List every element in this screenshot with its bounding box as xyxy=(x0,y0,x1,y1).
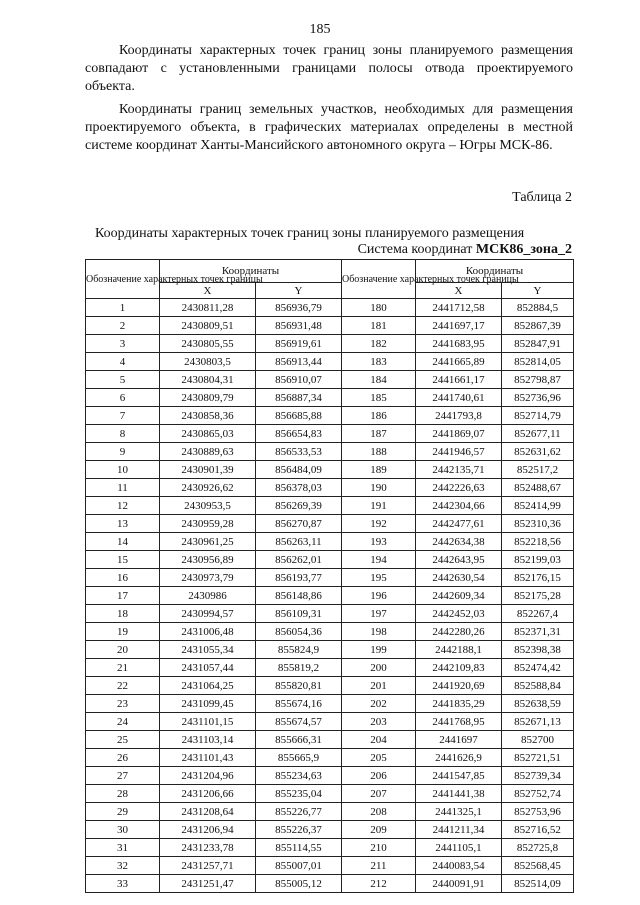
cell-y-right: 852847,91 xyxy=(502,335,574,353)
table-row xyxy=(86,461,574,479)
table-row xyxy=(86,731,574,749)
cell-y-left: 855226,37 xyxy=(256,821,342,839)
cell-point-left: 27 xyxy=(86,767,160,785)
cell-point-right: 187 xyxy=(342,425,416,443)
coordinate-system-prefix: Система координат xyxy=(357,242,473,257)
cell-point-right: 210 xyxy=(342,839,416,857)
cell-point-right: 192 xyxy=(342,515,416,533)
cell-point-right: 189 xyxy=(342,461,416,479)
cell-point-left: 11 xyxy=(86,479,160,497)
cell-point-left: 4 xyxy=(86,353,160,371)
cell-point-right: 183 xyxy=(342,353,416,371)
cell-x-left: 2431101,43 xyxy=(160,749,256,767)
cell-y-right: 852199,03 xyxy=(502,551,574,569)
cell-point-right: 181 xyxy=(342,317,416,335)
cell-x-right: 2441547,85 xyxy=(416,767,502,785)
cell-x-left: 2431257,71 xyxy=(160,857,256,875)
table-row xyxy=(86,749,574,767)
table-row xyxy=(86,371,574,389)
cell-point-left: 15 xyxy=(86,551,160,569)
cell-y-left: 856685,88 xyxy=(256,407,342,425)
cell-point-left: 10 xyxy=(86,461,160,479)
cell-point-left: 7 xyxy=(86,407,160,425)
cell-point-right: 212 xyxy=(342,875,416,893)
cell-point-left: 28 xyxy=(86,785,160,803)
table-body xyxy=(86,299,574,893)
header-y-left: Y xyxy=(256,283,342,299)
cell-point-right: 193 xyxy=(342,533,416,551)
cell-x-right: 2441697,17 xyxy=(416,317,502,335)
table-title: Координаты характерных точек границ зоны планируемого размещения xyxy=(95,226,525,241)
cell-x-left: 2431206,94 xyxy=(160,821,256,839)
table-row xyxy=(86,569,574,587)
table-row xyxy=(86,785,574,803)
cell-y-left: 856269,39 xyxy=(256,497,342,515)
cell-y-left: 855007,01 xyxy=(256,857,342,875)
cell-point-left: 20 xyxy=(86,641,160,659)
cell-x-left: 2430986 xyxy=(160,587,256,605)
cell-y-left: 855234,63 xyxy=(256,767,342,785)
cell-y-right: 852398,38 xyxy=(502,641,574,659)
cell-y-right: 852310,36 xyxy=(502,515,574,533)
table-row xyxy=(86,839,574,857)
cell-x-right: 2441105,1 xyxy=(416,839,502,857)
cell-x-left: 2430803,5 xyxy=(160,353,256,371)
cell-y-right: 852414,99 xyxy=(502,497,574,515)
cell-point-right: 198 xyxy=(342,623,416,641)
cell-x-right: 2441920,69 xyxy=(416,677,502,695)
cell-x-right: 2441768,95 xyxy=(416,713,502,731)
cell-point-left: 32 xyxy=(86,857,160,875)
cell-x-right: 2442630,54 xyxy=(416,569,502,587)
cell-point-left: 14 xyxy=(86,533,160,551)
cell-x-left: 2431057,44 xyxy=(160,659,256,677)
cell-point-left: 16 xyxy=(86,569,160,587)
cell-x-right: 2441626,9 xyxy=(416,749,502,767)
table-row xyxy=(86,317,574,335)
table-row xyxy=(86,479,574,497)
cell-point-right: 195 xyxy=(342,569,416,587)
cell-x-left: 2430889,63 xyxy=(160,443,256,461)
cell-x-left: 2431208,64 xyxy=(160,803,256,821)
table-row xyxy=(86,425,574,443)
header-point-label-right: Обозначение характерных точек границы xyxy=(342,260,416,299)
cell-x-right: 2441683,95 xyxy=(416,335,502,353)
cell-point-left: 22 xyxy=(86,677,160,695)
table-row xyxy=(86,677,574,695)
table-row xyxy=(86,767,574,785)
table-row xyxy=(86,353,574,371)
cell-x-left: 2430973,79 xyxy=(160,569,256,587)
cell-y-right: 852714,79 xyxy=(502,407,574,425)
cell-y-left: 855824,9 xyxy=(256,641,342,659)
cell-point-right: 190 xyxy=(342,479,416,497)
cell-y-left: 856263,11 xyxy=(256,533,342,551)
header-x-right: X xyxy=(416,283,502,299)
cell-x-right: 2442109,83 xyxy=(416,659,502,677)
cell-y-right: 852721,51 xyxy=(502,749,574,767)
cell-point-left: 17 xyxy=(86,587,160,605)
cell-y-left: 856910,07 xyxy=(256,371,342,389)
cell-y-left: 855114,55 xyxy=(256,839,342,857)
cell-point-left: 26 xyxy=(86,749,160,767)
header-x-left: X xyxy=(160,283,256,299)
cell-y-right: 852514,09 xyxy=(502,875,574,893)
cell-y-right: 852700 xyxy=(502,731,574,749)
cell-x-left: 2430865,03 xyxy=(160,425,256,443)
table-row xyxy=(86,335,574,353)
cell-point-right: 197 xyxy=(342,605,416,623)
cell-y-right: 852739,34 xyxy=(502,767,574,785)
table-row xyxy=(86,875,574,893)
table-row xyxy=(86,551,574,569)
cell-y-left: 856913,44 xyxy=(256,353,342,371)
cell-y-left: 855674,57 xyxy=(256,713,342,731)
cell-x-left: 2430809,51 xyxy=(160,317,256,335)
cell-y-right: 852736,96 xyxy=(502,389,574,407)
cell-point-right: 185 xyxy=(342,389,416,407)
cell-point-right: 200 xyxy=(342,659,416,677)
cell-y-right: 852568,45 xyxy=(502,857,574,875)
cell-x-left: 2431233,78 xyxy=(160,839,256,857)
cell-x-right: 2442135,71 xyxy=(416,461,502,479)
cell-point-right: 209 xyxy=(342,821,416,839)
cell-y-left: 856919,61 xyxy=(256,335,342,353)
page-number: 185 xyxy=(309,22,331,37)
cell-x-left: 2431064,25 xyxy=(160,677,256,695)
table-row xyxy=(86,857,574,875)
cell-point-right: 202 xyxy=(342,695,416,713)
cell-x-left: 2430994,57 xyxy=(160,605,256,623)
cell-x-right: 2442452,03 xyxy=(416,605,502,623)
cell-point-left: 9 xyxy=(86,443,160,461)
cell-x-right: 2442304,66 xyxy=(416,497,502,515)
cell-x-right: 2442477,61 xyxy=(416,515,502,533)
cell-point-right: 186 xyxy=(342,407,416,425)
cell-y-right: 852175,28 xyxy=(502,587,574,605)
cell-y-right: 852814,05 xyxy=(502,353,574,371)
cell-point-left: 30 xyxy=(86,821,160,839)
cell-y-left: 856262,01 xyxy=(256,551,342,569)
cell-point-right: 203 xyxy=(342,713,416,731)
cell-y-left: 856270,87 xyxy=(256,515,342,533)
cell-point-right: 188 xyxy=(342,443,416,461)
table-row xyxy=(86,389,574,407)
cell-point-right: 184 xyxy=(342,371,416,389)
cell-y-right: 852218,56 xyxy=(502,533,574,551)
cell-y-left: 856054,36 xyxy=(256,623,342,641)
cell-point-right: 180 xyxy=(342,299,416,317)
cell-point-left: 5 xyxy=(86,371,160,389)
cell-y-left: 855005,12 xyxy=(256,875,342,893)
cell-x-left: 2431204,96 xyxy=(160,767,256,785)
cell-x-left: 2431103,14 xyxy=(160,731,256,749)
cell-point-right: 196 xyxy=(342,587,416,605)
cell-x-left: 2430805,55 xyxy=(160,335,256,353)
cell-point-right: 208 xyxy=(342,803,416,821)
cell-y-left: 855666,31 xyxy=(256,731,342,749)
cell-y-left: 856654,83 xyxy=(256,425,342,443)
cell-x-right: 2441869,07 xyxy=(416,425,502,443)
cell-x-right: 2441697 xyxy=(416,731,502,749)
cell-x-right: 2441835,29 xyxy=(416,695,502,713)
cell-x-right: 2442609,34 xyxy=(416,587,502,605)
paragraph-2: Координаты границ земельных участков, необходимых для размещения проектируемого объекта, в графических материалах определены в местной системе координат Ханты-Мансийского автономного округа – Югры МСК-86. xyxy=(85,102,573,153)
table-row xyxy=(86,605,574,623)
cell-point-right: 211 xyxy=(342,857,416,875)
header-coordinates-left: Координаты xyxy=(160,260,342,283)
cell-x-left: 2431251,47 xyxy=(160,875,256,893)
cell-y-left: 855820,81 xyxy=(256,677,342,695)
cell-point-right: 199 xyxy=(342,641,416,659)
cell-y-left: 856887,34 xyxy=(256,389,342,407)
cell-y-left: 856484,09 xyxy=(256,461,342,479)
cell-y-right: 852371,31 xyxy=(502,623,574,641)
table-row xyxy=(86,803,574,821)
cell-y-right: 852725,8 xyxy=(502,839,574,857)
cell-y-left: 856533,53 xyxy=(256,443,342,461)
cell-x-left: 2430811,28 xyxy=(160,299,256,317)
cell-point-left: 12 xyxy=(86,497,160,515)
cell-y-left: 855674,16 xyxy=(256,695,342,713)
cell-x-right: 2441740,61 xyxy=(416,389,502,407)
cell-y-left: 856936,79 xyxy=(256,299,342,317)
table-row xyxy=(86,587,574,605)
cell-x-left: 2430804,31 xyxy=(160,371,256,389)
table-row xyxy=(86,713,574,731)
table-row xyxy=(86,407,574,425)
cell-y-right: 852884,5 xyxy=(502,299,574,317)
table-row xyxy=(86,515,574,533)
table-row xyxy=(86,299,574,317)
cell-point-right: 205 xyxy=(342,749,416,767)
table-row xyxy=(86,443,574,461)
cell-point-right: 194 xyxy=(342,551,416,569)
cell-point-left: 31 xyxy=(86,839,160,857)
cell-y-left: 856193,77 xyxy=(256,569,342,587)
cell-x-right: 2442634,38 xyxy=(416,533,502,551)
cell-point-right: 182 xyxy=(342,335,416,353)
cell-x-right: 2442280,26 xyxy=(416,623,502,641)
cell-y-left: 856148,86 xyxy=(256,587,342,605)
cell-y-right: 852638,59 xyxy=(502,695,574,713)
cell-y-right: 852488,67 xyxy=(502,479,574,497)
cell-y-left: 855665,9 xyxy=(256,749,342,767)
cell-x-right: 2440091,91 xyxy=(416,875,502,893)
cell-y-left: 856378,03 xyxy=(256,479,342,497)
cell-y-right: 852752,74 xyxy=(502,785,574,803)
cell-y-left: 855819,2 xyxy=(256,659,342,677)
cell-point-right: 206 xyxy=(342,767,416,785)
cell-x-right: 2441661,17 xyxy=(416,371,502,389)
coordinate-system-label xyxy=(358,242,572,258)
cell-x-right: 2442643,95 xyxy=(416,551,502,569)
table-row xyxy=(86,497,574,515)
cell-point-right: 191 xyxy=(342,497,416,515)
cell-point-left: 29 xyxy=(86,803,160,821)
table-row xyxy=(86,659,574,677)
cell-point-left: 8 xyxy=(86,425,160,443)
cell-point-left: 18 xyxy=(86,605,160,623)
cell-x-left: 2431055,34 xyxy=(160,641,256,659)
cell-point-left: 13 xyxy=(86,515,160,533)
cell-x-right: 2442226,63 xyxy=(416,479,502,497)
cell-point-left: 3 xyxy=(86,335,160,353)
table-caption: Таблица 2 xyxy=(512,190,572,205)
cell-y-right: 852671,13 xyxy=(502,713,574,731)
cell-point-left: 33 xyxy=(86,875,160,893)
cell-y-right: 852631,62 xyxy=(502,443,574,461)
cell-point-left: 23 xyxy=(86,695,160,713)
cell-x-left: 2430858,36 xyxy=(160,407,256,425)
cell-point-left: 1 xyxy=(86,299,160,317)
cell-x-left: 2430956,89 xyxy=(160,551,256,569)
cell-x-right: 2441211,34 xyxy=(416,821,502,839)
cell-x-left: 2430959,28 xyxy=(160,515,256,533)
table-row xyxy=(86,821,574,839)
cell-point-right: 207 xyxy=(342,785,416,803)
cell-point-left: 19 xyxy=(86,623,160,641)
cell-y-right: 852867,39 xyxy=(502,317,574,335)
cell-y-left: 856931,48 xyxy=(256,317,342,335)
cell-x-left: 2430961,25 xyxy=(160,533,256,551)
header-y-right: Y xyxy=(502,283,574,299)
cell-point-left: 25 xyxy=(86,731,160,749)
cell-x-right: 2441665,89 xyxy=(416,353,502,371)
header-point-label-left: Обозначение характерных точек границы xyxy=(86,260,160,299)
cell-y-left: 855226,77 xyxy=(256,803,342,821)
paragraph-1: Координаты характерных точек границ зоны планируемого размещения совпадают с установленными границами полосы отвода проектируемого объекта. xyxy=(85,43,573,94)
cell-y-left: 856109,31 xyxy=(256,605,342,623)
cell-y-right: 852267,4 xyxy=(502,605,574,623)
table-row xyxy=(86,533,574,551)
cell-x-left: 2430926,62 xyxy=(160,479,256,497)
cell-x-left: 2430901,39 xyxy=(160,461,256,479)
cell-x-right: 2442188,1 xyxy=(416,641,502,659)
cell-point-left: 24 xyxy=(86,713,160,731)
cell-x-right: 2441325,1 xyxy=(416,803,502,821)
coordinate-system-name: МСК86_зона_2 xyxy=(475,242,572,257)
cell-y-right: 852677,11 xyxy=(502,425,574,443)
cell-y-right: 852588,84 xyxy=(502,677,574,695)
cell-x-left: 2431099,45 xyxy=(160,695,256,713)
cell-x-right: 2440083,54 xyxy=(416,857,502,875)
table-row xyxy=(86,623,574,641)
cell-x-right: 2441441,38 xyxy=(416,785,502,803)
cell-y-right: 852798,87 xyxy=(502,371,574,389)
cell-y-right: 852176,15 xyxy=(502,569,574,587)
cell-y-right: 852716,52 xyxy=(502,821,574,839)
cell-point-right: 204 xyxy=(342,731,416,749)
cell-x-right: 2441793,8 xyxy=(416,407,502,425)
cell-x-left: 2430809,79 xyxy=(160,389,256,407)
cell-point-left: 6 xyxy=(86,389,160,407)
cell-point-right: 201 xyxy=(342,677,416,695)
cell-x-right: 2441712,58 xyxy=(416,299,502,317)
cell-point-left: 2 xyxy=(86,317,160,335)
cell-x-left: 2431006,48 xyxy=(160,623,256,641)
cell-x-left: 2431101,15 xyxy=(160,713,256,731)
cell-x-left: 2431206,66 xyxy=(160,785,256,803)
cell-y-right: 852474,42 xyxy=(502,659,574,677)
coordinates-table xyxy=(85,259,574,893)
cell-y-left: 855235,04 xyxy=(256,785,342,803)
cell-point-left: 21 xyxy=(86,659,160,677)
cell-y-right: 852517,2 xyxy=(502,461,574,479)
cell-y-right: 852753,96 xyxy=(502,803,574,821)
table-row xyxy=(86,695,574,713)
table-row xyxy=(86,641,574,659)
header-coordinates-right: Координаты xyxy=(416,260,574,283)
cell-x-left: 2430953,5 xyxy=(160,497,256,515)
cell-x-right: 2441946,57 xyxy=(416,443,502,461)
